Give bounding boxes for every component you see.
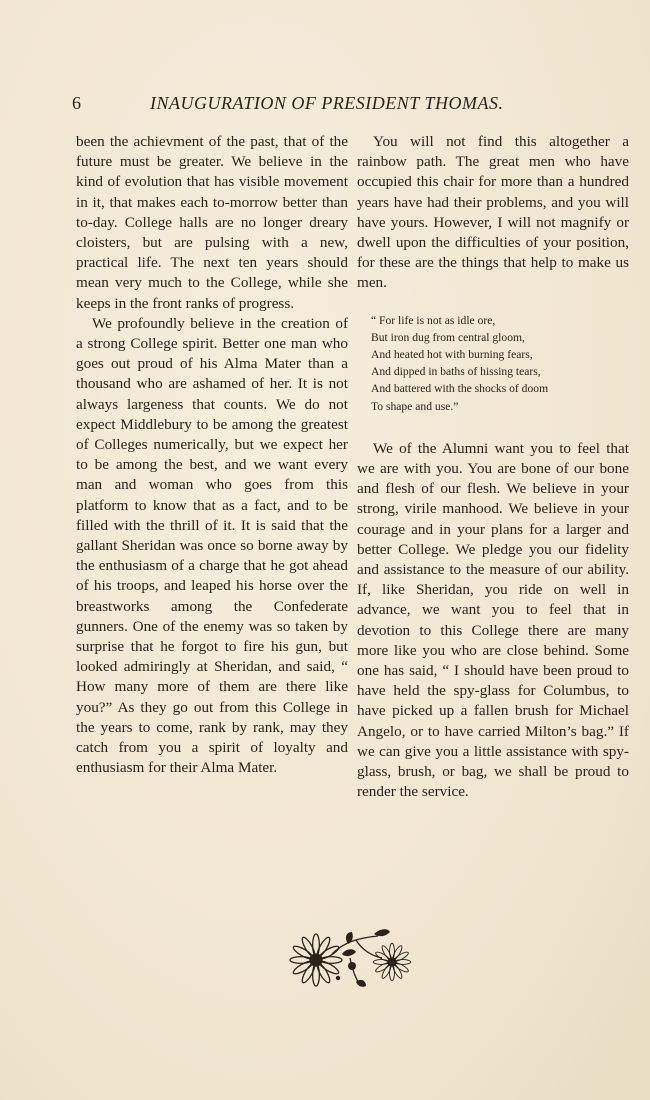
left-paragraph-1: been the achievment of the past, that of the future must be greater. We believe in the kind of evolution that has visible movement in it, that makes each to-morrow better than to-day. College halls are no longer dreary cloisters, but are pulsing with a new, practical life. The next ten years should mean very much to the College, while she keeps in the front ranks of progress.	[76, 133, 348, 312]
floral-ornament-icon	[286, 928, 414, 994]
poem-line: And heated hot with burning fears,	[371, 348, 533, 362]
running-head: INAUGURATION OF PRESIDENT THOMAS.	[150, 93, 504, 113]
poem-line: To shape and use.”	[371, 399, 459, 413]
poem-line: And dipped in baths of hissing tears,	[371, 365, 541, 379]
right-column	[357, 132, 629, 803]
left-paragraph-2: We profoundly believe in the creation of a strong College spirit. Better one man who goes out proud of his Alma Mater than a thousand who are ashamed of her. It is not always largeness that counts. We do not expect Middlebury to be among the greatest of Colleges numerically, but we expect her to be among the best, and we want every man and woman who goes from this platform to know that as a fact, and to be filled with the thrill of it. It is said that the gallant Sheridan was once so borne away by the enthusiasm of a charge that he got ahead of his troops, and leaped his horse over the breastworks among the Confederate gunners. One of the enemy was so taken by surprise that he forgot to fire his gun, but looked admiringly at Sheridan, and said, “ How many more of them are there like you?” As they go out from this College in the years to come, rank by rank, may they catch from you a spirit of loyalty and enthusiasm for their Alma Mater.	[76, 314, 348, 777]
poem-quote	[371, 312, 629, 415]
page-number: 6	[72, 93, 81, 113]
left-column	[76, 132, 348, 779]
poem-line: But iron dug from central gloom,	[371, 330, 525, 344]
right-paragraph-2: We of the Alumni want you to feel that we are with you. You are bone of our bone and flesh of our flesh. We believe in your strong, virile manhood. We believe in your courage and in your plans for a larger and better College. We pledge you our fidelity and assistance to the measure of our ability. If, like Sheridan, you ride on well in advance, we want you to feel that in devotion to this College there are many more like you who are close behind. Some one has said, “ I should have been proud to have held the spy-glass for Columbus, to have picked up a fallen brush for Michael Angelo, or to have carried Milton’s bag.” If we can give you a little assistance with spy-glass, brush, or bag, we shall be proud to render the service.	[357, 439, 629, 801]
right-paragraph-1: You will not find this altogether a rainbow path. The great men who have occupied this chair for more than a hundred years have had their problems, and you will have yours. However, I will not magnify or dwell upon the difficulties of your position, for these are the things that help to make us men.	[357, 133, 629, 292]
page-header	[72, 90, 542, 116]
poem-line: “ For life is not as idle ore,	[371, 313, 496, 327]
poem-line: And battered with the shocks of doom	[371, 382, 549, 396]
